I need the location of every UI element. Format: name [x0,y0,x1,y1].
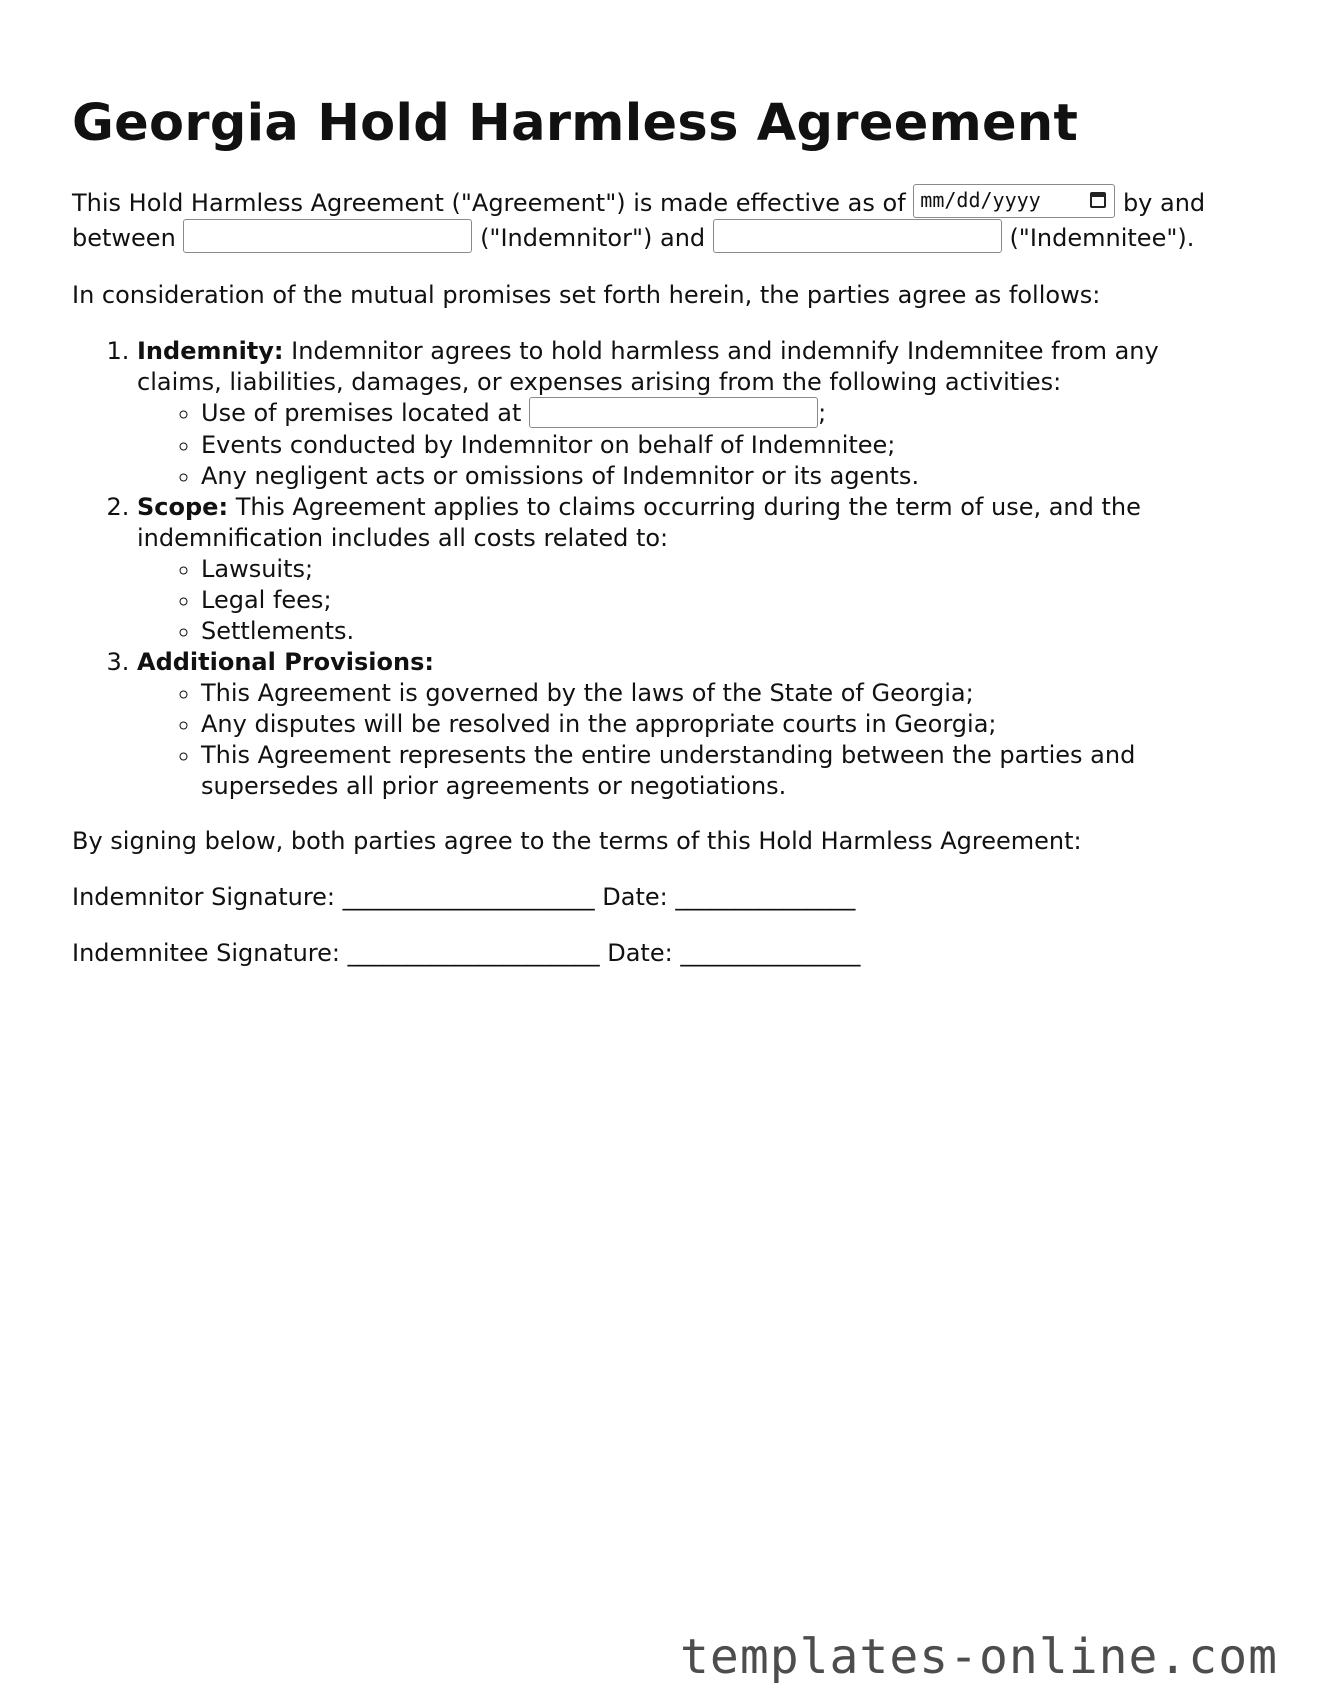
intro-text-1: This Hold Harmless Agreement ("Agreement") is made effective as of [72,189,906,217]
list-item: ◦ Settlements. [201,616,1248,647]
section-text-indemnity: Indemnitor agrees to hold harmless and indemnify Indemnitee from any claims, liabilities, damages, or expenses arising from the following activities: [137,337,1159,396]
intro-text-2: by and between [72,189,1206,252]
section-scope [137,492,1248,647]
list-item: ◦ Any negligent acts or omissions of Indemnitor or its agents. [201,461,1248,492]
indemnitor-signature-line: Indemnitor Signature: _____________________ Date: _______________ [72,882,856,911]
consideration-paragraph: In consideration of the mutual promises set forth herein, the parties agree as follows: [72,281,1101,309]
section-heading-additional: Additional Provisions: [137,647,434,676]
watermark: templates-online.com [680,1629,1278,1685]
indemnity-activities-list [137,398,1248,492]
calendar-icon[interactable] [1090,192,1106,208]
indemnitor-name-input[interactable] [183,219,472,253]
list-item: ◦ Use of premises located at ; [201,398,1248,430]
premises-suffix: ; [818,399,827,427]
signing-intro: By signing below, both parties agree to the terms of this Hold Harmless Agreement: [72,826,1082,855]
page-title: Georgia Hold Harmless Agreement [72,94,1079,153]
list-item: ◦ Any disputes will be resolved in the appropriate courts in Georgia; [201,709,1248,740]
terms-list [72,336,1248,802]
section-indemnity [137,336,1248,492]
indemnitee-name-input[interactable] [713,219,1002,253]
indemnitee-signature-line: Indemnitee Signature: _____________________ Date: _______________ [72,938,861,967]
section-heading-scope: Scope: [137,492,229,521]
list-item: ◦ Legal fees; [201,585,1248,616]
effective-date-input[interactable] [913,184,1115,218]
section-additional [137,647,1248,802]
list-item: ◦ Lawsuits; [201,554,1248,585]
section-heading-indemnity: Indemnity: [137,337,284,365]
additional-provisions-list [137,678,1248,802]
intro-text-3: ("Indemnitor") and [480,224,706,252]
intro-paragraph [72,186,1248,256]
premises-address-input[interactable] [529,397,818,428]
date-placeholder: mm/dd/yyyy [920,188,1041,212]
scope-costs-list [137,554,1248,647]
list-item: ◦ This Agreement is governed by the laws of the State of Georgia; [201,678,1248,709]
intro-text-4: ("Indemnitee"). [1009,224,1195,252]
list-item: ◦ Events conducted by Indemnitor on behalf of Indemnitee; [201,430,1248,461]
section-text-scope: This Agreement applies to claims occurring during the term of use, and the indemnification includes all costs related to: [137,492,1141,552]
document-page [72,0,1248,970]
list-item: ◦ This Agreement represents the entire understanding between the parties and supersedes all prior agreements or negotiations. [201,740,1248,802]
